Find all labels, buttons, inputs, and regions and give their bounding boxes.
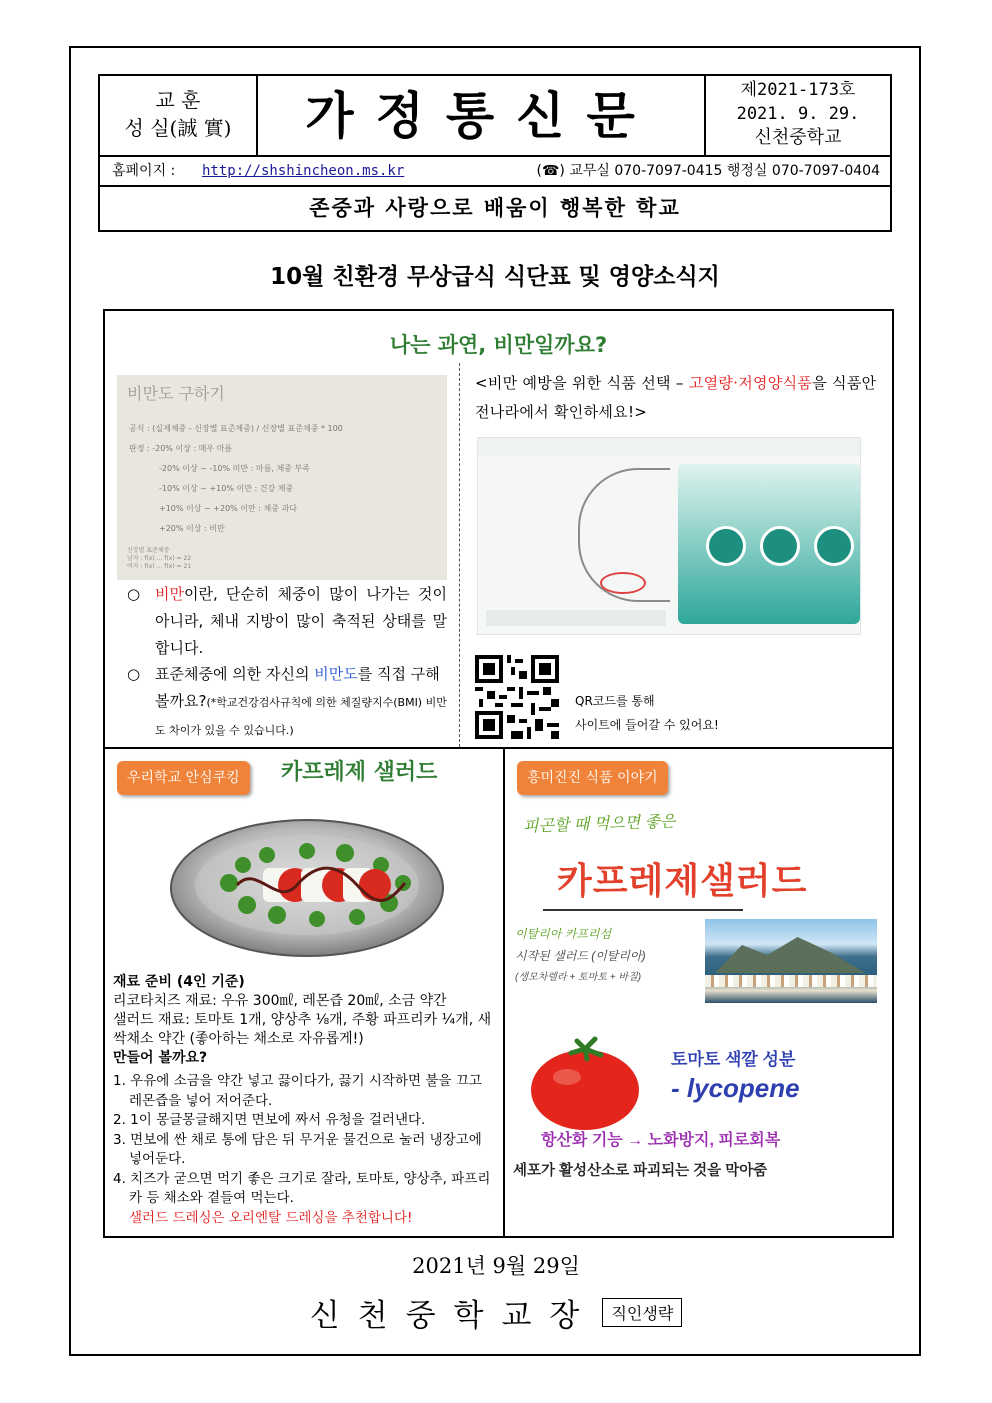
site-oval-highlight: [600, 572, 646, 594]
title-underline: [543, 909, 743, 911]
obesity-bullet-2: [127, 661, 447, 744]
motto-text: 성 실(誠 實): [124, 116, 232, 140]
bmi-chart-title: 비만도 구하기: [127, 384, 225, 403]
site-circle-icon: [814, 526, 854, 566]
obesity-title: 나는 과연, 비만일까요?: [389, 333, 608, 357]
content-box: [103, 309, 894, 1238]
ingredients-salad: 샐러드 재료: 토마토 1개, 양상추 ⅛개, 주황 파프리카 ¼개, 새싹채소 약간 (좋아하는 채소로 자유롭게!): [113, 1012, 492, 1047]
issue-date-footer: 2021년 9월 29일: [412, 1254, 580, 1278]
letter-header: [98, 74, 892, 232]
site-circle-icon: [706, 526, 746, 566]
bullet2-text-end: 를 직접 구해볼까요?: [155, 665, 440, 710]
cooking-badge: 우리학교 안심쿠킹: [117, 761, 250, 795]
bmi-chart-image: [117, 375, 447, 580]
obesity-keyword: 비만: [155, 585, 184, 603]
tomato-image: [525, 1035, 645, 1135]
site-footer-row: [486, 610, 666, 626]
seal-omitted-box: 직인생략: [602, 1298, 682, 1327]
notice-highlight: 고열량·저영양식품: [688, 374, 813, 392]
bmi-line: +10% 이상 ~ +20% 이만 : 체중 과다: [159, 504, 297, 513]
food-safety-notice: [475, 369, 883, 427]
bmi-line: +20% 이상 : 비만: [159, 524, 225, 533]
principal-signature: [0, 1290, 992, 1335]
bullet-mark: ○: [127, 665, 141, 683]
recipe-step: 1. 우유에 소금을 약간 넣고 끓이다가, 끓기 시작하면 불을 끄고 레몬즙을 넣어 저어준다.: [113, 1073, 482, 1109]
recipe-step: 3. 면보에 싼 채로 통에 담은 뒤 무거운 물건으로 눌러 냉장고에 넣어둔다.: [113, 1131, 482, 1167]
bullet2-text: 표준체중에 의한 자신의: [155, 665, 315, 683]
footnote-line: 신장별 표준체중: [127, 547, 170, 554]
issue-number: 제2021-173호: [740, 80, 856, 100]
bmi-keyword: 비만도: [314, 665, 358, 683]
capri-island-photo: [705, 919, 877, 1003]
bmi-line: -10% 이상 ~ +10% 이만 : 건강 체중: [159, 484, 294, 493]
contact-row: [100, 155, 890, 187]
tomato-color-note: 토마토 색깔 성분: [671, 1050, 796, 1069]
issue-date: 2021. 9. 29.: [736, 104, 860, 124]
island-mountain: [715, 933, 865, 973]
qr-code-image: [475, 655, 559, 739]
recipe-step: 4. 치즈가 굳으면 먹기 좋은 크기로 잘라, 토마토, 양상추, 파프리카 등 채소와 곁들여 먹는다.: [113, 1170, 491, 1206]
recipe-body: [113, 973, 497, 1228]
school-slogan: 존중과 사랑으로 배움이 행복한 학교: [309, 196, 681, 220]
antioxidant-note: 항산화 기능 → 노화방지, 피로회복: [541, 1132, 781, 1149]
lycopene-label: - lycopene: [671, 1073, 800, 1103]
newsletter-headline: 10월 친환경 무상급식 식단표 및 영양소식지: [270, 264, 720, 290]
recipe-title: 카프레제 샐러드: [281, 760, 438, 785]
origin-note: [515, 923, 705, 989]
obesity-definition: 이란, 단순히 체중이 많이 나가는 것이 아니라, 체내 지방이 많이 축적된 상태를 말합니다.: [155, 585, 447, 657]
qr-caption-line: 사이트에 들어갈 수 있어요!: [575, 718, 719, 732]
bmi-line: -20% 이상 ~ -10% 미만 : 마름, 체중 부족: [159, 464, 310, 473]
bmi-note: (*학교건강검사규칙에 의한 체질량지수(BMI) 비만도 차이가 있을 수 있습니다.): [155, 696, 447, 737]
homepage-label: 홈페이지 :: [112, 163, 176, 179]
bmi-line: 공식 : (실제체중 - 신장별 표준체중) / 신장별 표준체중 * 100: [129, 424, 343, 433]
handwritten-title: 카프레제샐러드: [557, 860, 808, 901]
qr-caption: [575, 689, 719, 737]
ingredients-cheese: 리코타치즈 재료: 우유 300㎖, 레몬즙 20㎖, 소금 약간: [113, 993, 447, 1009]
bottom-vertical-divider: [503, 747, 505, 1236]
page-title: 가정통신문: [305, 86, 657, 145]
bmi-line: 판정 : -20% 이상 : 매우 마름: [129, 444, 233, 453]
footnote-line: 여자 : f(x) ... f(x) = 21: [127, 563, 192, 570]
origin-line: 시작된 샐러드 (이탈리아): [515, 949, 646, 963]
motto-label: 교 훈: [155, 88, 201, 112]
site-header-bar: [478, 438, 860, 456]
ingredients-title: 재료 준비 (4인 기준): [113, 974, 245, 990]
principal-name: 신천중학교장: [309, 1298, 598, 1334]
recipe-step: 2. 1이 몽글몽글해지면 면보에 짜서 유청을 걸러낸다.: [113, 1112, 426, 1128]
bmi-chart-footnote: [127, 547, 191, 571]
story-badge: 흥미진진 식품 이야기: [517, 761, 668, 795]
middle-divider: [105, 747, 892, 749]
notice-text: <비만 예방을 위한 식품 선택 –: [475, 374, 689, 392]
footnote-line: 남자 : f(x) ... f(x) = 22: [127, 555, 192, 562]
harbor-buildings: [705, 975, 877, 987]
website-screenshot-image: [477, 437, 861, 635]
school-motto: [100, 76, 258, 155]
howto-title: 만들어 볼까요?: [113, 1050, 208, 1066]
origin-line: 이탈리아 카프리섬: [515, 927, 612, 941]
qr-caption-line: QR코드를 통해: [575, 694, 655, 708]
homepage-link[interactable]: http://shshincheon.ms.kr: [202, 163, 405, 179]
origin-line: (생모차렐라 + 토마토 + 바질): [515, 972, 642, 983]
cell-protection-note: 세포가 활성산소로 파괴되는 것을 막아줌: [513, 1163, 768, 1179]
obesity-bullet-1: [127, 581, 447, 662]
section-divider: [459, 363, 460, 747]
handwritten-subtitle: 피곤할 때 먹으면 좋은: [522, 813, 676, 836]
bullet-mark: ○: [127, 585, 141, 603]
caprese-salad-image: [167, 813, 447, 963]
phone-numbers: (☎) 교무실 070-7097-0415 행정실 070-7097-0404: [536, 163, 880, 179]
site-circle-icon: [760, 526, 800, 566]
dressing-tip: 샐러드 드레싱은 오리엔탈 드레싱을 추천합니다!: [129, 1209, 413, 1226]
bmi-chart-lines: [129, 419, 343, 539]
school-name: 신천중학교: [754, 127, 842, 148]
notice-text-end: 을 식품안전나라에서 확인하세요!>: [475, 374, 877, 421]
issue-info: [704, 76, 890, 155]
